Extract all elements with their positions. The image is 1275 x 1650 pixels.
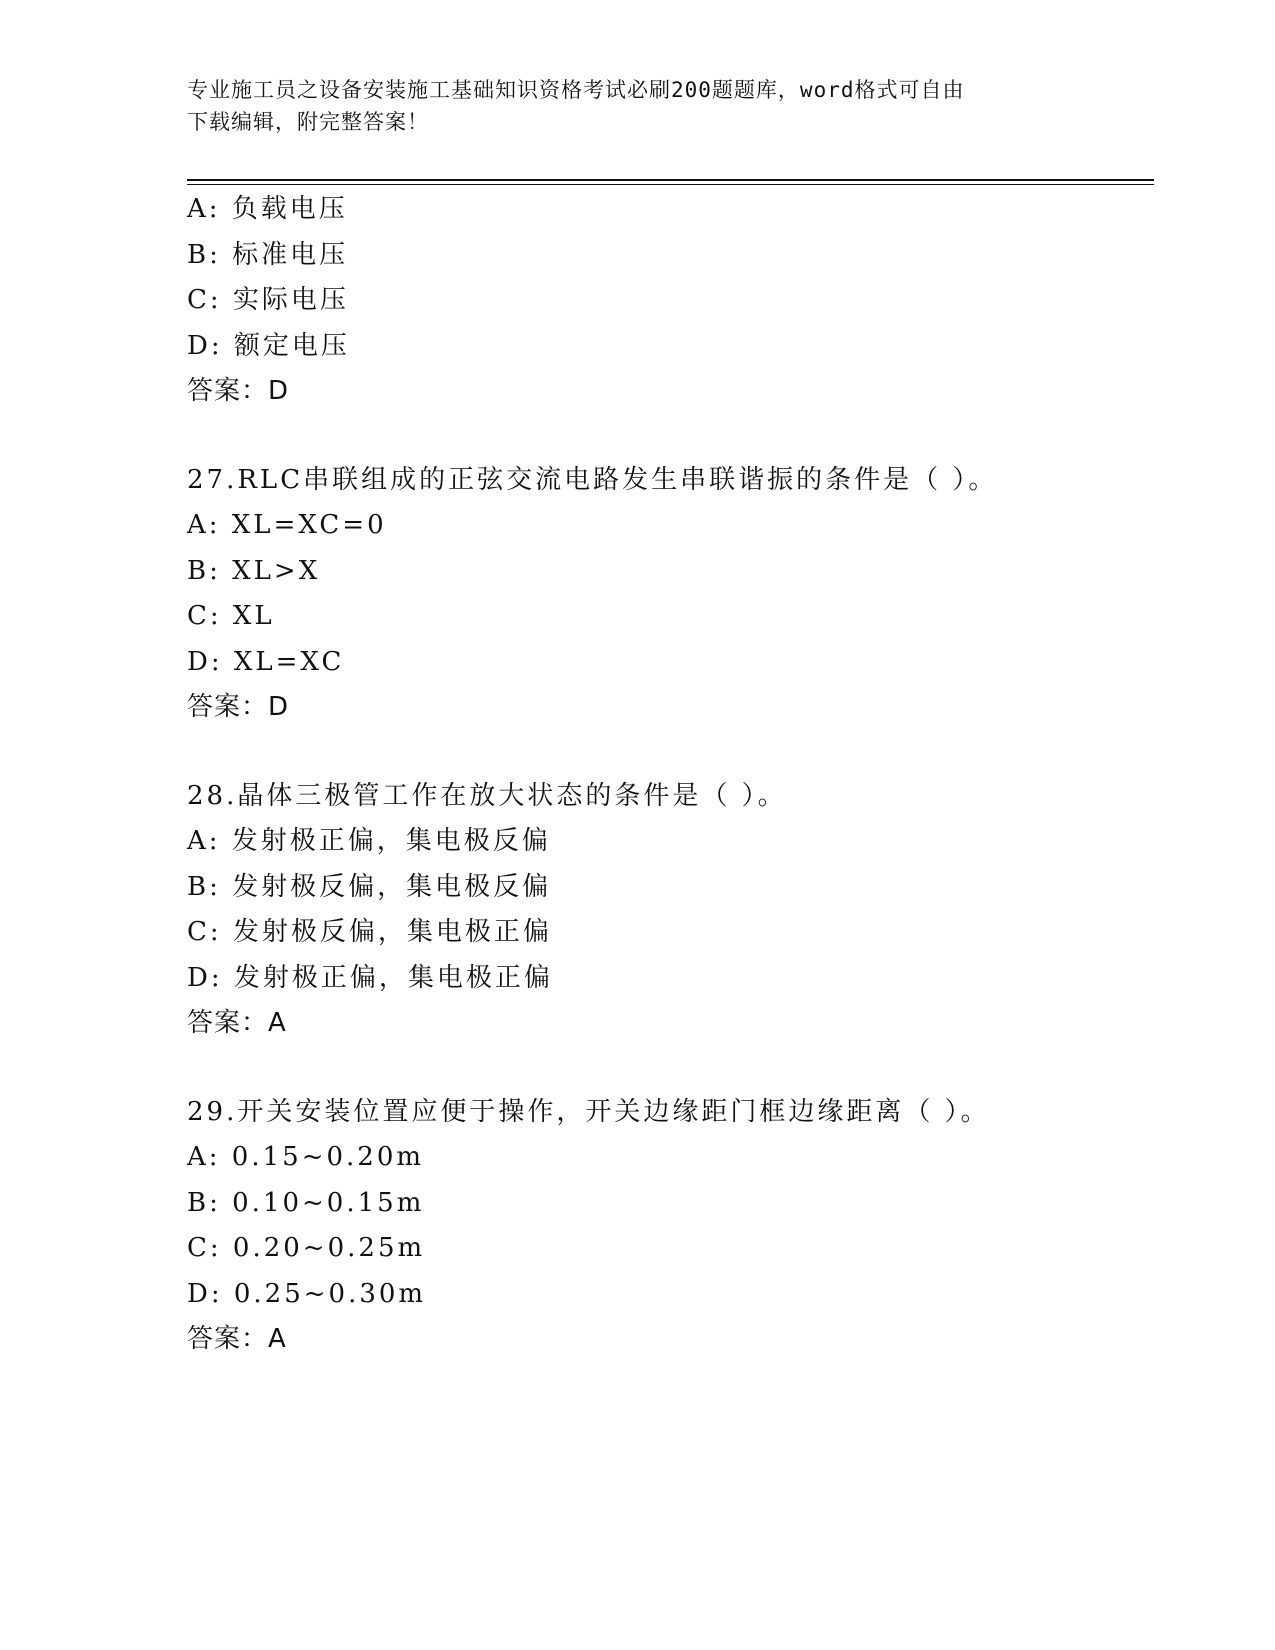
header-divider-thick <box>187 179 1154 181</box>
option-d: D: XL=XC <box>187 646 345 677</box>
question-list <box>187 187 1147 1363</box>
option-a: A: 0.15~0.20m <box>187 1142 425 1172</box>
option-a: A: 负载电压 <box>187 194 348 224</box>
option-c: C: 0.20~0.25m <box>187 1233 426 1263</box>
header-divider-thin <box>187 184 1154 185</box>
answer-line: 答案：A <box>187 1324 287 1354</box>
option-a: A: XL=XC=0 <box>187 510 387 540</box>
header-title-line-1: 专业施工员之设备安装施工基础知识资格考试必刷200题题库，word格式可自由 <box>187 78 965 102</box>
document-header <box>187 74 1067 138</box>
answer-line: 答案：D <box>187 376 290 406</box>
question-27 <box>187 458 1147 731</box>
option-d: D: 0.25~0.30m <box>187 1278 427 1309</box>
option-b: B: 标准电压 <box>187 239 349 270</box>
header-title-line-2: 下载编辑，附完整答案！ <box>187 110 429 134</box>
option-c: C: 实际电压 <box>187 285 349 315</box>
option-b: B: 发射极反偏，集电极反偏 <box>187 871 552 902</box>
question-29 <box>187 1090 1147 1363</box>
option-b: B: XL>X <box>187 555 321 586</box>
question-stem: 28.晶体三极管工作在放大状态的条件是（ ）。 <box>187 780 787 811</box>
option-d: D: 发射极正偏，集电极正偏 <box>187 962 553 993</box>
question-28 <box>187 774 1147 1047</box>
option-d: D: 额定电压 <box>187 330 350 361</box>
option-b: B: 0.10~0.15m <box>187 1187 425 1218</box>
option-a: A: 发射极正偏，集电极反偏 <box>187 826 551 856</box>
answer-line: 答案：A <box>187 1008 287 1038</box>
question-stem: 29.开关安装位置应便于操作，开关边缘距门框边缘距离（ ）。 <box>187 1096 990 1127</box>
question-stem: 27.RLC串联组成的正弦交流电路发生串联谐振的条件是（ ）。 <box>187 464 998 495</box>
question-26-continued <box>187 187 1147 415</box>
option-c: C: 发射极反偏，集电极正偏 <box>187 917 552 947</box>
option-c: C: XL <box>187 601 275 631</box>
answer-line: 答案：D <box>187 692 290 722</box>
